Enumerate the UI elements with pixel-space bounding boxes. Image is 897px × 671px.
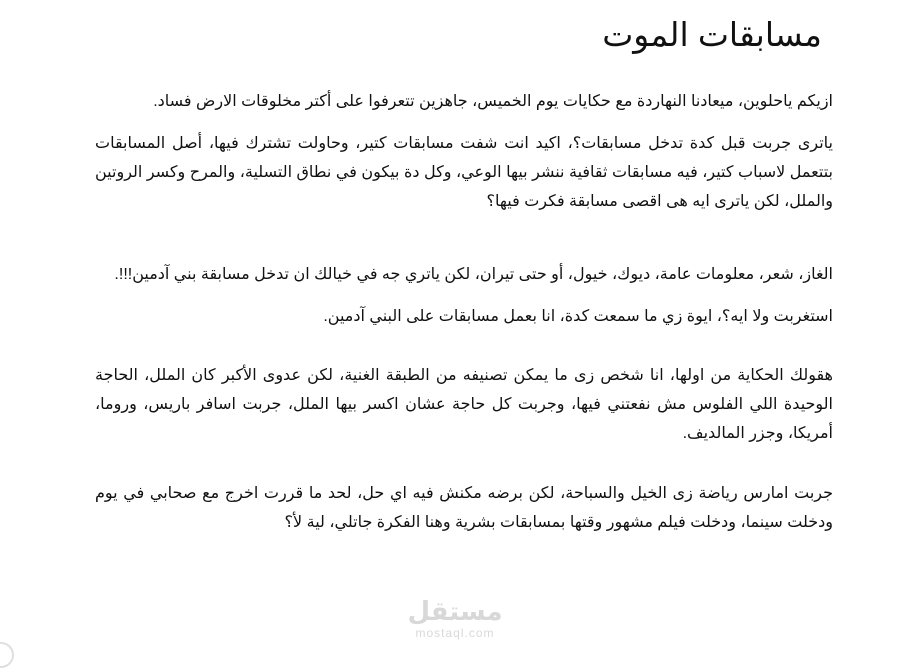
- paragraph-cinema: جربت امارس رياضة زى الخيل والسباحة، لكن برضه مكنش فيه اي حل، لحد ما قررت اخرج مع صحابي في يوم ودخلت سينما، ودخلت فيلم مشهور وقتها بمسابقات بشرية وهنا الفكرة جاتلي، لية لأ؟: [95, 485, 833, 531]
- paragraph-contests-question: ياترى جربت قبل كدة تدخل مسابقات؟، اكيد انت شفت مسابقات كتير، وحاولت تشترك فيها، أصل المسابقات بتتعمل لاسباب كتير، فيه مسابقات ثقافية ننشر بيها الوعي، وكل دة بيكون في نطاق التسلية، والمرح وكسر الروتين والملل، لكن ياترى ايه هى اقصى مسابقة فكرت فيها؟: [95, 135, 833, 210]
- watermark-arabic-text: مستقل: [407, 596, 503, 626]
- paragraph-surprise: استغربت ولا ايه؟، ايوة زي ما سمعت كدة، انا بعمل مسابقات على البني آدمين.: [323, 308, 833, 325]
- paragraph-contest-types: الغاز، شعر، معلومات عامة، ديوك، خيول، أو حتى تيران، لكن ياتري جه في خيالك ان تدخل مسابقة بني آدمين!!!.: [114, 266, 833, 283]
- watermark-latin-text: mostaql.com: [415, 626, 495, 640]
- paragraph-intro: ازيكم ياحلوين، ميعادنا النهاردة مع حكايات يوم الخميس، جاهزين تتعرفوا على أكتر مخلوقات الارض فساد.: [153, 93, 833, 110]
- mostaql-watermark-logo: [400, 596, 510, 658]
- paragraph-backstory: هقولك الحكاية من اولها، انا شخص زى ما يمكن تصنيفه من الطبقة الغنية، لكن عدوى الأكبر كان الملل، الحاجة الوحيدة اللي الفلوس مش نفعتني فيها، وجربت كل حاجة عشان اكسر بيها الملل، جربت اسافر باريس، وروما، أمريكا، وجزر المالديف.: [95, 367, 833, 442]
- article-body: [95, 87, 833, 537]
- corner-circle-icon: [0, 642, 14, 668]
- article-title: مسابقات الموت: [602, 16, 822, 53]
